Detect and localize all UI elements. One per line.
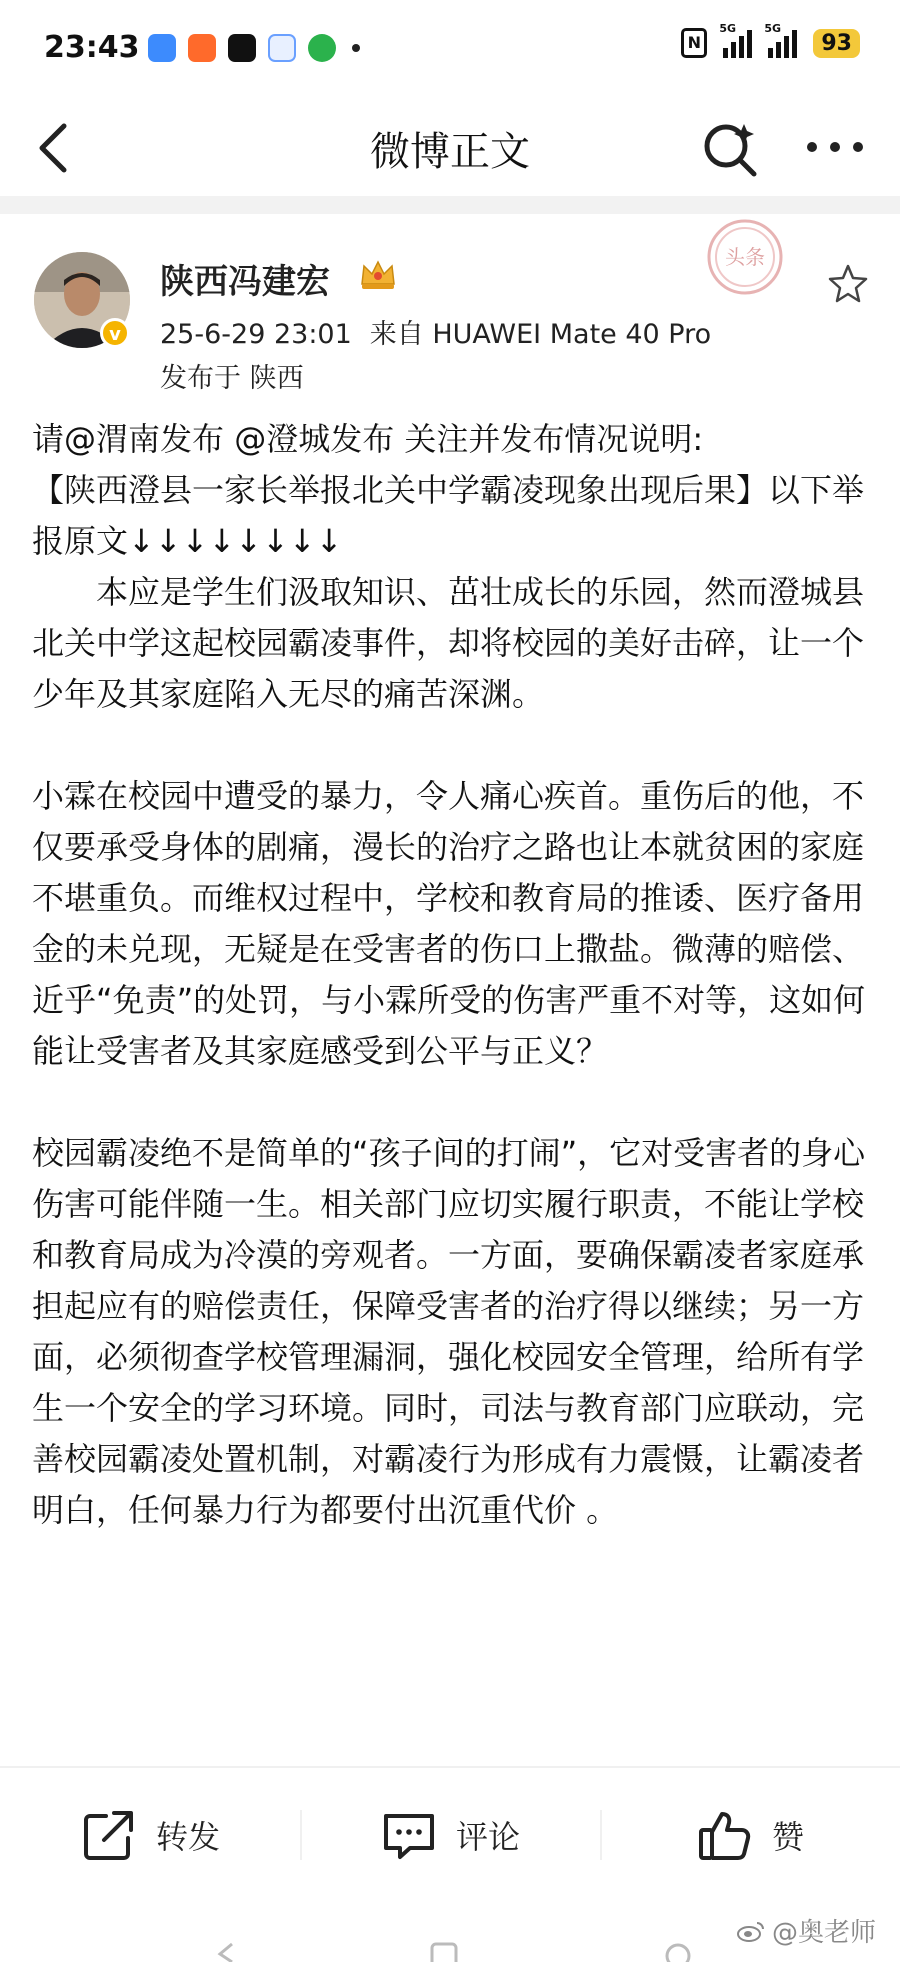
author-name[interactable]: 陕西冯建宏: [160, 262, 330, 302]
signal-label: 5G: [764, 22, 782, 35]
shield-icon: [308, 34, 336, 62]
app-icon: [148, 34, 176, 62]
search-icon[interactable]: [700, 118, 762, 180]
post-source: 来自 HUAWEI Mate 40 Pro: [369, 319, 712, 350]
intro-line: [32, 414, 874, 465]
repost-label: 转发: [155, 1818, 220, 1856]
repost-icon: [80, 1806, 138, 1864]
system-nav-bar: [0, 1938, 900, 1962]
comment-button[interactable]: [300, 1770, 600, 1900]
report-title: 【陕西澄县一家长举报北关中学霸凌现象出现后果】以下举报原文↓↓↓↓↓↓↓↓: [32, 471, 865, 560]
paragraph: 本应是学生们汲取知识、茁壮成长的乐园，然而澄城县北关中学这起校园霸凌事件，却将校园的美好击碎，让一个少年及其家庭陷入无尽的痛苦深渊。: [32, 573, 865, 713]
paragraph: 小霖在校园中遭受的暴力，令人痛心疾首。重伤后的他，不仅要承受身体的剧痛，漫长的治疗之路也让本就贫困的家庭不堪重负。而维权过程中，学校和教育局的推诿、医疗备用金的未兑现，无疑是在受害者的伤口上撒盐。微薄的赔偿、近乎“免责”的处罚，与小霖所受的伤害严重不对等，这如何能让受害者及其家庭感受到公平与正义？: [32, 777, 866, 1070]
paragraph: 校园霸凌绝不是简单的“孩子间的打闹”，它对受害者的身心伤害可能伴随一生。相关部门应切实履行职责，不能让学校和教育局成为冷漠的旁观者。一方面，要确保霸凌者家庭承担起应有的赔偿责任，保障受害者的治疗得以继续；另一方面，必须彻查学校管理漏洞，强化校园安全管理，给所有学生一个安全的学习环境。同时，司法与教育部门应联动，完善校园霸凌处置机制，对霸凌行为形成有力震慑，让霸凌者明白，任何暴力行为都要付出沉重代价 。: [32, 1134, 866, 1529]
intro-prefix: 请: [32, 420, 65, 458]
nav-home-icon: [432, 1944, 456, 1962]
mention-link[interactable]: @澄城发布: [234, 420, 395, 458]
like-button[interactable]: [600, 1770, 900, 1900]
comment-label: 评论: [455, 1818, 520, 1856]
nfc-icon: N: [681, 28, 707, 58]
mention-link[interactable]: @渭南发布: [64, 420, 225, 458]
signal-label: 5G: [719, 22, 737, 35]
post-meta: [160, 312, 711, 351]
more-notifications-icon: [352, 44, 360, 52]
tiktok-icon: [228, 34, 256, 62]
status-time: 23:43: [44, 30, 140, 65]
post-location: 发布于 陕西: [160, 363, 304, 394]
stamp-text: 头条: [725, 245, 765, 269]
nav-back-icon: [220, 1944, 232, 1962]
post-date: 25-6-29 23:01: [160, 319, 352, 350]
watermark-text: @奥老师: [771, 1918, 876, 1948]
page-header: [0, 100, 900, 196]
action-bar-divider: [0, 1766, 900, 1768]
favorite-star-icon[interactable]: [826, 262, 870, 306]
app-icon: [188, 34, 216, 62]
headline-stamp-icon: [700, 212, 790, 302]
crown-badge-icon: [358, 258, 398, 292]
signal-icon: [719, 22, 752, 58]
thumbs-up-icon: [696, 1806, 754, 1864]
app-icon: [268, 34, 296, 62]
action-bar: [0, 1770, 900, 1900]
system-icons: [681, 22, 860, 58]
more-icon[interactable]: [800, 122, 870, 172]
signal-icon: [764, 22, 797, 58]
status-bar: [0, 0, 900, 100]
verified-badge-icon: v: [100, 318, 130, 348]
comment-icon: [380, 1806, 438, 1864]
nav-recents-icon: [667, 1945, 689, 1962]
post-content: [32, 414, 874, 1536]
battery-indicator: 93: [813, 29, 860, 58]
repost-button[interactable]: [0, 1770, 300, 1900]
page-title: 微博正文: [370, 129, 530, 175]
intro-suffix: 关注并发布情况说明:: [394, 420, 704, 458]
notification-icons: [148, 34, 360, 62]
like-label: 赞: [771, 1818, 804, 1856]
